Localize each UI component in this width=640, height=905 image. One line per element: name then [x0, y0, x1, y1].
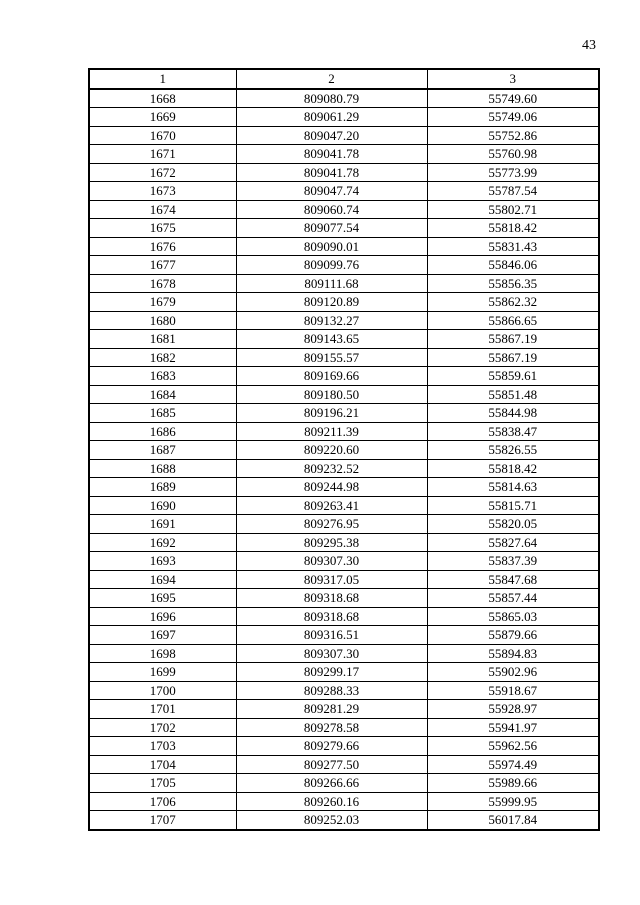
x-coordinate-cell: 809077.54: [236, 219, 427, 238]
x-coordinate-cell: 809317.05: [236, 570, 427, 589]
point-number-cell: 1700: [89, 681, 236, 700]
point-number-cell: 1680: [89, 311, 236, 330]
table-row: [89, 348, 599, 367]
point-number-cell: 1693: [89, 552, 236, 571]
coordinates-table: [88, 68, 600, 831]
x-coordinate-cell: 809099.76: [236, 256, 427, 275]
point-number-cell: 1696: [89, 607, 236, 626]
table-row: [89, 441, 599, 460]
x-coordinate-cell: 809169.66: [236, 367, 427, 386]
y-coordinate-cell: 55818.42: [427, 219, 599, 238]
header-col-2: 2: [236, 69, 427, 89]
x-coordinate-cell: 809276.95: [236, 515, 427, 534]
table-row: [89, 570, 599, 589]
point-number-cell: 1679: [89, 293, 236, 312]
table-row: [89, 404, 599, 423]
y-coordinate-cell: 55802.71: [427, 200, 599, 219]
page-number: 43: [582, 38, 596, 53]
point-number-cell: 1705: [89, 774, 236, 793]
x-coordinate-cell: 809277.50: [236, 755, 427, 774]
x-coordinate-cell: 809252.03: [236, 811, 427, 830]
x-coordinate-cell: 809047.20: [236, 126, 427, 145]
x-coordinate-cell: 809220.60: [236, 441, 427, 460]
point-number-cell: 1698: [89, 644, 236, 663]
y-coordinate-cell: 55865.03: [427, 607, 599, 626]
point-number-cell: 1672: [89, 163, 236, 182]
table-row: [89, 163, 599, 182]
x-coordinate-cell: 809260.16: [236, 792, 427, 811]
point-number-cell: 1697: [89, 626, 236, 645]
header-col-1: 1: [89, 69, 236, 89]
point-number-cell: 1701: [89, 700, 236, 719]
point-number-cell: 1678: [89, 274, 236, 293]
point-number-cell: 1685: [89, 404, 236, 423]
y-coordinate-cell: 55999.95: [427, 792, 599, 811]
point-number-cell: 1684: [89, 385, 236, 404]
point-number-cell: 1682: [89, 348, 236, 367]
x-coordinate-cell: 809196.21: [236, 404, 427, 423]
table-body: [89, 89, 599, 830]
point-number-cell: 1688: [89, 459, 236, 478]
x-coordinate-cell: 809061.29: [236, 108, 427, 127]
x-coordinate-cell: 809180.50: [236, 385, 427, 404]
y-coordinate-cell: 55749.60: [427, 89, 599, 108]
x-coordinate-cell: 809060.74: [236, 200, 427, 219]
x-coordinate-cell: 809318.68: [236, 607, 427, 626]
x-coordinate-cell: 809041.78: [236, 163, 427, 182]
table-row: [89, 126, 599, 145]
table-row: [89, 737, 599, 756]
table-row: [89, 700, 599, 719]
x-coordinate-cell: 809047.74: [236, 182, 427, 201]
x-coordinate-cell: 809143.65: [236, 330, 427, 349]
y-coordinate-cell: 55749.06: [427, 108, 599, 127]
table-row: [89, 367, 599, 386]
x-coordinate-cell: 809299.17: [236, 663, 427, 682]
x-coordinate-cell: 809266.66: [236, 774, 427, 793]
point-number-cell: 1702: [89, 718, 236, 737]
table-row: [89, 311, 599, 330]
y-coordinate-cell: 55847.68: [427, 570, 599, 589]
y-coordinate-cell: 55962.56: [427, 737, 599, 756]
table-row: [89, 755, 599, 774]
point-number-cell: 1686: [89, 422, 236, 441]
y-coordinate-cell: 56017.84: [427, 811, 599, 830]
x-coordinate-cell: 809279.66: [236, 737, 427, 756]
y-coordinate-cell: 55752.86: [427, 126, 599, 145]
y-coordinate-cell: 55851.48: [427, 385, 599, 404]
x-coordinate-cell: 809090.01: [236, 237, 427, 256]
y-coordinate-cell: 55826.55: [427, 441, 599, 460]
y-coordinate-cell: 55867.19: [427, 348, 599, 367]
x-coordinate-cell: 809120.89: [236, 293, 427, 312]
table-row: [89, 607, 599, 626]
y-coordinate-cell: 55902.96: [427, 663, 599, 682]
x-coordinate-cell: 809111.68: [236, 274, 427, 293]
table-row: [89, 459, 599, 478]
point-number-cell: 1706: [89, 792, 236, 811]
table-row: [89, 478, 599, 497]
y-coordinate-cell: 55787.54: [427, 182, 599, 201]
table-row: [89, 792, 599, 811]
y-coordinate-cell: 55831.43: [427, 237, 599, 256]
y-coordinate-cell: 55814.63: [427, 478, 599, 497]
y-coordinate-cell: 55827.64: [427, 533, 599, 552]
point-number-cell: 1707: [89, 811, 236, 830]
point-number-cell: 1689: [89, 478, 236, 497]
x-coordinate-cell: 809278.58: [236, 718, 427, 737]
y-coordinate-cell: 55837.39: [427, 552, 599, 571]
table-row: [89, 552, 599, 571]
table-row: [89, 496, 599, 515]
y-coordinate-cell: 55859.61: [427, 367, 599, 386]
table-row: [89, 237, 599, 256]
point-number-cell: 1695: [89, 589, 236, 608]
x-coordinate-cell: 809316.51: [236, 626, 427, 645]
table-row: [89, 589, 599, 608]
point-number-cell: 1683: [89, 367, 236, 386]
point-number-cell: 1703: [89, 737, 236, 756]
x-coordinate-cell: 809307.30: [236, 552, 427, 571]
table-row: [89, 422, 599, 441]
y-coordinate-cell: 55862.32: [427, 293, 599, 312]
point-number-cell: 1676: [89, 237, 236, 256]
x-coordinate-cell: 809281.29: [236, 700, 427, 719]
y-coordinate-cell: 55857.44: [427, 589, 599, 608]
point-number-cell: 1677: [89, 256, 236, 275]
table-row: [89, 774, 599, 793]
y-coordinate-cell: 55989.66: [427, 774, 599, 793]
point-number-cell: 1694: [89, 570, 236, 589]
y-coordinate-cell: 55815.71: [427, 496, 599, 515]
table-row: [89, 330, 599, 349]
point-number-cell: 1670: [89, 126, 236, 145]
x-coordinate-cell: 809244.98: [236, 478, 427, 497]
table-row: [89, 108, 599, 127]
table-row: [89, 515, 599, 534]
table-row: [89, 293, 599, 312]
x-coordinate-cell: 809080.79: [236, 89, 427, 108]
table-row: [89, 200, 599, 219]
point-number-cell: 1674: [89, 200, 236, 219]
x-coordinate-cell: 809318.68: [236, 589, 427, 608]
y-coordinate-cell: 55894.83: [427, 644, 599, 663]
y-coordinate-cell: 55928.97: [427, 700, 599, 719]
point-number-cell: 1673: [89, 182, 236, 201]
point-number-cell: 1675: [89, 219, 236, 238]
point-number-cell: 1671: [89, 145, 236, 164]
point-number-cell: 1699: [89, 663, 236, 682]
y-coordinate-cell: 55941.97: [427, 718, 599, 737]
x-coordinate-cell: 809307.30: [236, 644, 427, 663]
point-number-cell: 1669: [89, 108, 236, 127]
y-coordinate-cell: 55918.67: [427, 681, 599, 700]
header-row: [89, 69, 599, 89]
x-coordinate-cell: 809155.57: [236, 348, 427, 367]
table-row: [89, 681, 599, 700]
table-row: [89, 219, 599, 238]
x-coordinate-cell: 809211.39: [236, 422, 427, 441]
y-coordinate-cell: 55866.65: [427, 311, 599, 330]
y-coordinate-cell: 55820.05: [427, 515, 599, 534]
point-number-cell: 1690: [89, 496, 236, 515]
table-row: [89, 811, 599, 830]
y-coordinate-cell: 55844.98: [427, 404, 599, 423]
y-coordinate-cell: 55838.47: [427, 422, 599, 441]
y-coordinate-cell: 55867.19: [427, 330, 599, 349]
table-header: [89, 69, 599, 89]
table-row: [89, 385, 599, 404]
table-row: [89, 663, 599, 682]
table-row: [89, 626, 599, 645]
point-number-cell: 1691: [89, 515, 236, 534]
y-coordinate-cell: 55974.49: [427, 755, 599, 774]
y-coordinate-cell: 55818.42: [427, 459, 599, 478]
table-row: [89, 533, 599, 552]
y-coordinate-cell: 55773.99: [427, 163, 599, 182]
x-coordinate-cell: 809295.38: [236, 533, 427, 552]
x-coordinate-cell: 809232.52: [236, 459, 427, 478]
y-coordinate-cell: 55760.98: [427, 145, 599, 164]
point-number-cell: 1668: [89, 89, 236, 108]
table-row: [89, 274, 599, 293]
table-row: [89, 718, 599, 737]
table-row: [89, 256, 599, 275]
x-coordinate-cell: 809041.78: [236, 145, 427, 164]
table-row: [89, 182, 599, 201]
point-number-cell: 1687: [89, 441, 236, 460]
table-row: [89, 644, 599, 663]
header-col-3: 3: [427, 69, 599, 89]
table-row: [89, 145, 599, 164]
x-coordinate-cell: 809132.27: [236, 311, 427, 330]
table-row: [89, 89, 599, 108]
y-coordinate-cell: 55846.06: [427, 256, 599, 275]
x-coordinate-cell: 809288.33: [236, 681, 427, 700]
point-number-cell: 1692: [89, 533, 236, 552]
y-coordinate-cell: 55879.66: [427, 626, 599, 645]
y-coordinate-cell: 55856.35: [427, 274, 599, 293]
point-number-cell: 1704: [89, 755, 236, 774]
point-number-cell: 1681: [89, 330, 236, 349]
x-coordinate-cell: 809263.41: [236, 496, 427, 515]
